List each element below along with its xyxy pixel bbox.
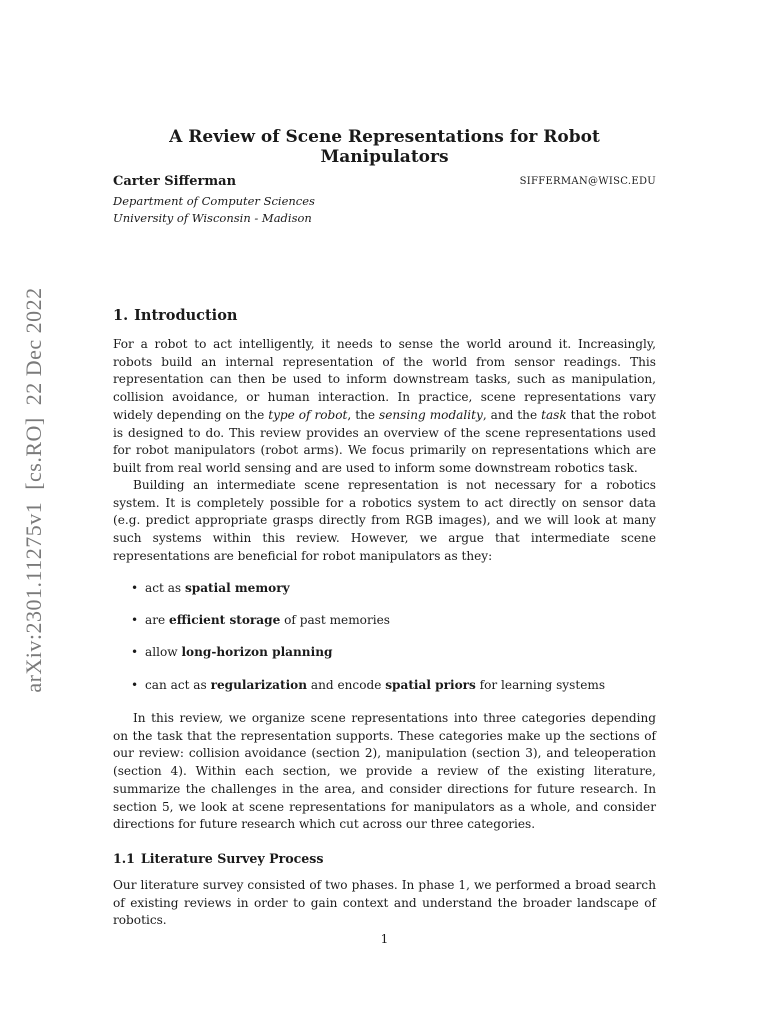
- survey-paragraph-1: [113, 877, 656, 930]
- list-item: • allow long-horizon planning: [131, 645, 333, 660]
- author-department: Department of Computer Sciences: [113, 194, 315, 208]
- intro-p3-text: In this review, we organize scene representations into three categories depending on the task that the representation supports. These categories make up the sections of our review: collision avoidance (section 2), manipulation (section 3), and teleoperation (section 4). Within each section, we provide a review of the existing literature, summarize the challenges in the area, and consider directions for future research. In section 5, we look at scene representations for manipulators as a whole, and consider directions for future research which cut across our three categories.: [113, 711, 656, 832]
- arxiv-stamp-text: [21, 275, 47, 692]
- intro-p1-text-b: , the: [347, 407, 379, 422]
- bullet-text: and encode: [307, 677, 386, 692]
- section-title: Introduction: [134, 307, 238, 324]
- bullet-text: act as: [145, 581, 185, 595]
- section-heading-introduction: [113, 307, 237, 324]
- subsection-number: 1.1: [113, 851, 135, 866]
- intro-paragraph-2: [113, 477, 656, 566]
- bullet-text: are: [145, 613, 169, 628]
- intro-p1-text-d: that the robot is designed to do. This review provides an overview of the scene representations used for robot manipulators (robot arms). We focus primarily on representations which are built from real world sensing and are used to inform some downstream robotics task.: [113, 407, 657, 475]
- bullet-bold-term: efficient storage: [169, 613, 281, 628]
- list-item: • act as spatial memory: [131, 581, 290, 595]
- subsection-title: Literature Survey Process: [140, 851, 324, 866]
- bullet-bold-term: spatial memory: [184, 581, 290, 595]
- bullet-text: for learning systems: [475, 677, 606, 692]
- intro-paragraph-1: [113, 336, 656, 478]
- section-number: 1.: [113, 307, 129, 324]
- emphasis-type-of-robot: type of robot: [268, 407, 348, 422]
- emphasis-sensing-modality: sensing modality: [378, 407, 483, 422]
- bullet-bold-term: regularization: [210, 677, 308, 692]
- arxiv-id[interactable]: arXiv:2301.11275v1: [21, 501, 46, 693]
- author-university: University of Wisconsin - Madison: [113, 211, 312, 225]
- bullet-text: allow: [145, 645, 182, 660]
- intro-p1-text-a: For a robot to act intelligently, it needs to sense the world around it. Increasingly, robots build an internal representation of the world from sensor readings. This representation can then be used to inform downstream tasks, such as manipulation, collision avoidance, or human interaction. In practice, scene representations vary widely depending on the: [113, 337, 656, 422]
- subsection-heading-literature-survey: [113, 851, 323, 866]
- page-number: 1: [380, 932, 389, 946]
- bullet-text: of past memories: [280, 613, 390, 628]
- survey-p1-text: Our literature survey consisted of two phases. In phase 1, we performed a broad search of existing reviews in order to gain context and understand the broader landscape of robotics.: [113, 878, 656, 928]
- emphasis-task: task: [541, 407, 567, 422]
- author-email[interactable]: SIFFERMAN@WISC.EDU: [519, 176, 656, 187]
- intro-p2-text: Building an intermediate scene representation is not necessary for a robotics system. It is completely possible for a robotics system to act directly on sensor data (e.g. predict appropriate grasps directly from RGB images), and we will look at many such systems within this review. However, we argue that intermediate scene representations are beneficial for robot manipulators as they:: [113, 478, 656, 563]
- arxiv-category: [cs.RO]: [21, 417, 46, 490]
- author-block: [113, 174, 656, 192]
- paper-title: A Review of Scene Representations for Robot Manipulators: [169, 127, 600, 167]
- bullet-bold-term: long-horizon planning: [181, 645, 333, 660]
- intro-p1-text-c: , and the: [482, 407, 542, 422]
- arxiv-side-stamp: [0, 0, 68, 1024]
- author-name: Carter Sifferman: [113, 174, 237, 189]
- arxiv-date: 22 Dec 2022: [21, 287, 46, 406]
- benefits-list: [113, 580, 656, 709]
- list-item: • are efficient storage of past memories: [131, 613, 390, 628]
- bullet-bold-term: spatial priors: [385, 677, 476, 692]
- list-item: • can act as regularization and encode spatial priors for learning systems: [131, 677, 606, 692]
- bullet-text: can act as: [145, 677, 211, 692]
- intro-paragraph-3: [113, 710, 656, 834]
